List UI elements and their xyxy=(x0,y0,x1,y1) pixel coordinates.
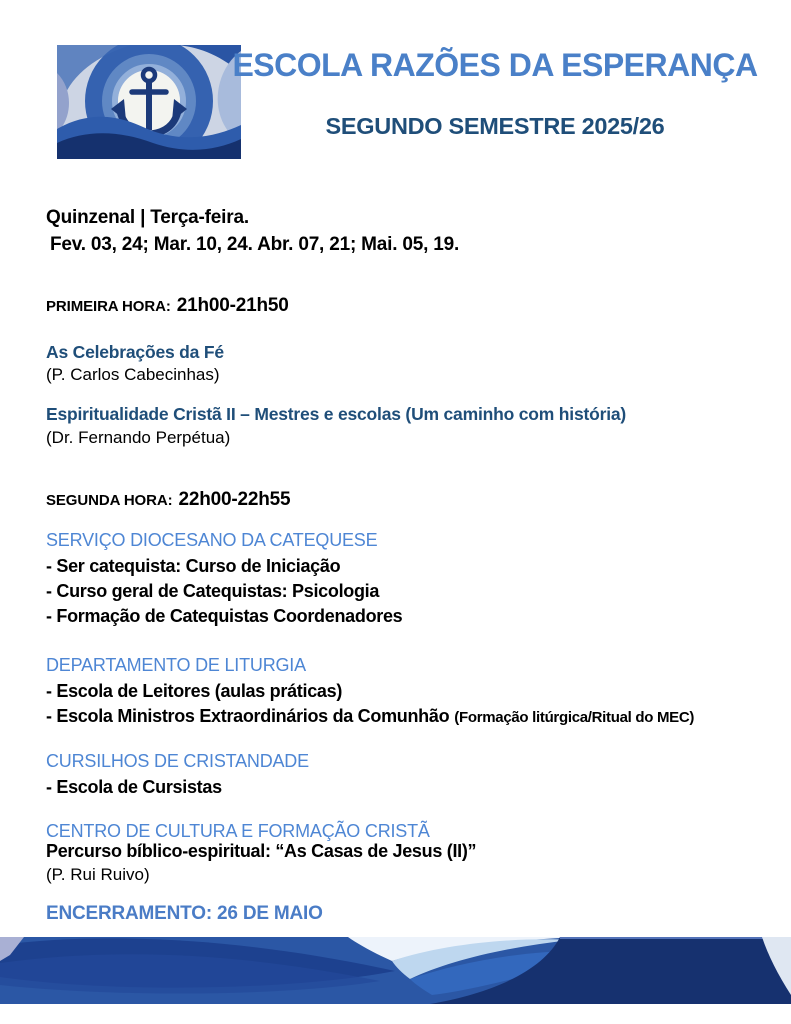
first-hour-label: PRIMEIRA HORA: xyxy=(46,298,171,315)
course-item-text: - Escola Ministros Extraordinários da Comunhão xyxy=(46,706,450,726)
section-heading: SERVIÇO DIOCESANO DA CATEQUESE xyxy=(46,530,378,550)
course-item: - Escola de Leitores (aulas práticas) xyxy=(46,681,343,701)
second-hour-label: SEGUNDA HORA: xyxy=(46,492,173,509)
closing-line: ENCERRAMENTO: 26 DE MAIO xyxy=(46,903,323,924)
footer-wave-art xyxy=(0,937,791,1004)
course-item: Percurso bíblico-espiritual: “As Casas de Jesus (II)” xyxy=(46,841,477,861)
course-item xyxy=(46,706,694,727)
course-item: - Formação de Catequistas Coordenadores xyxy=(46,606,403,626)
section-heading: CURSILHOS DE CRISTANDADE xyxy=(46,751,309,771)
dates-line: Fev. 03, 24; Mar. 10, 24. Abr. 07, 21; Mai. 05, 19. xyxy=(50,234,460,255)
course-title: Espiritualidade Cristã II – Mestres e escolas (Um caminho com história) xyxy=(46,404,627,424)
first-hour-line xyxy=(46,295,289,317)
course-item: - Ser catequista: Curso de Iniciação xyxy=(46,556,341,576)
course-item: - Escola de Cursistas xyxy=(46,777,222,797)
first-hour-time: 21h00-21h50 xyxy=(176,295,289,316)
course-speaker: (P. Rui Ruivo) xyxy=(46,865,150,884)
course-speaker: (Dr. Fernando Perpétua) xyxy=(46,428,231,447)
second-hour-line xyxy=(46,489,290,511)
page-title: ESCOLA RAZÕES DA ESPERANÇA xyxy=(232,47,758,83)
section-heading: DEPARTAMENTO DE LITURGIA xyxy=(46,655,306,675)
course-title: As Celebrações da Fé xyxy=(46,342,224,362)
frequency-line: Quinzenal | Terça-feira. xyxy=(46,207,249,228)
course-item-note: (Formação litúrgica/Ritual do MEC) xyxy=(454,709,695,726)
second-hour-time: 22h00-22h55 xyxy=(178,489,291,510)
section-heading: CENTRO DE CULTURA E FORMAÇÃO CRISTÃ xyxy=(46,821,430,841)
page-subtitle: SEGUNDO SEMESTRE 2025/26 xyxy=(325,113,665,139)
wave-band-art xyxy=(0,937,791,1004)
course-item: - Curso geral de Catequistas: Psicologia xyxy=(46,581,380,601)
course-speaker: (P. Carlos Cabecinhas) xyxy=(46,365,220,384)
